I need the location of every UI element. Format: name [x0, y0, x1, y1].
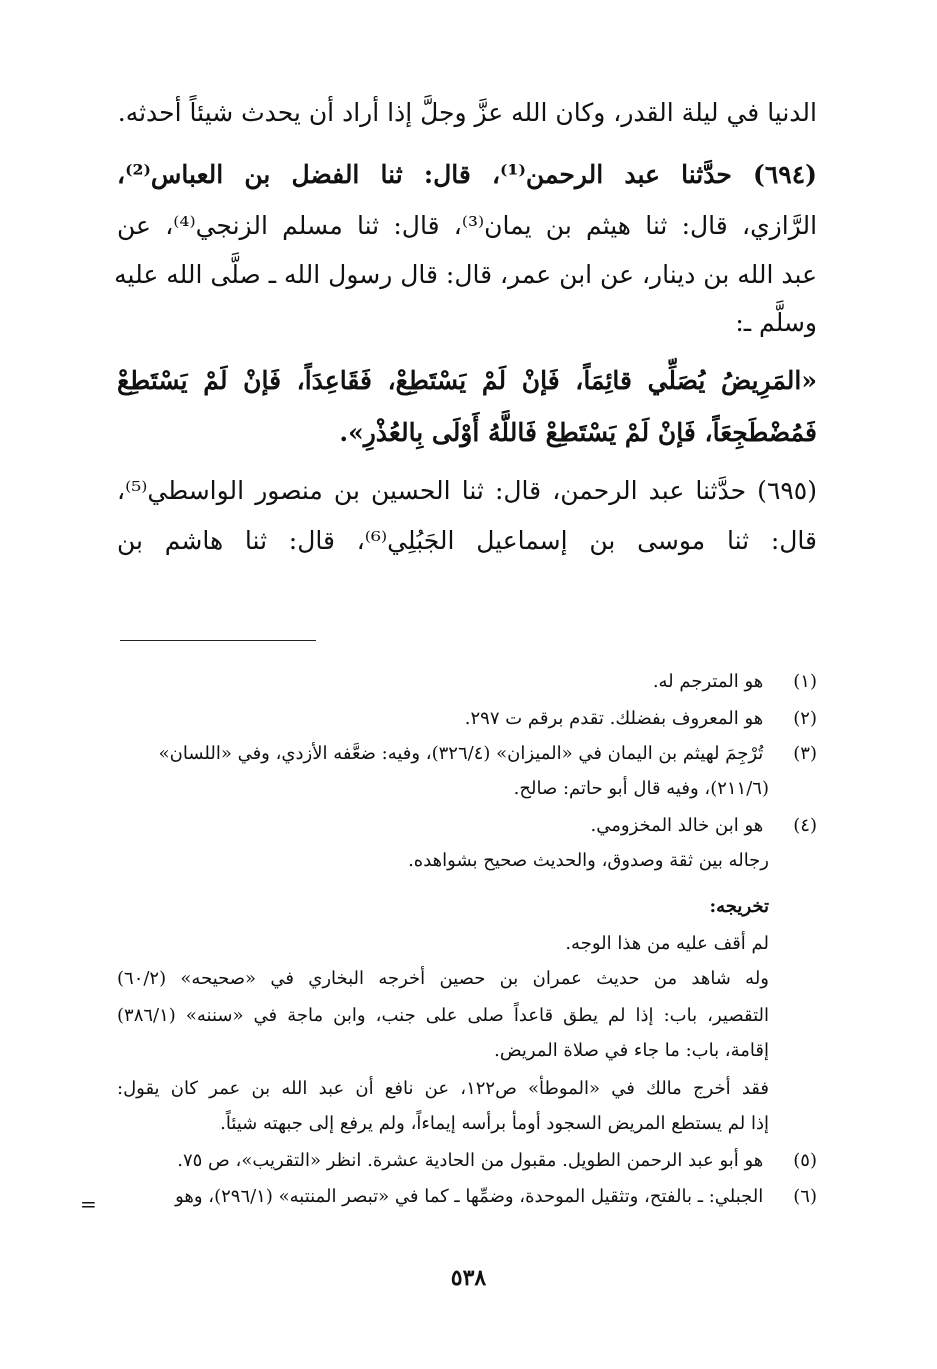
footnote-text: هو المعروف بفضلك. تقدم برقم ت ٢٩٧. [464, 708, 764, 729]
footnote-text: هو أبو عبد الرحمن الطويل. مقبول من الحادية عشرة. انظر «التقريب»، ص ٧٥. [177, 1150, 764, 1171]
footnote-text: الجبلي: ـ بالفتح، وتثقيل الموحدة، وضمِّها ـ كما في «تبصر المنتبه» (٢٩٦/١)، وهو [175, 1186, 764, 1207]
main-text-line: عبد الله بن دينار، عن ابن عمر، قال: قال رسول الله ـ صلَّى الله عليه [114, 260, 817, 289]
footnote-number: (١) [793, 671, 817, 692]
main-text-line: وسلَّم ـ: [735, 308, 817, 337]
main-text-line: قال: ثنا موسى بن إسماعيل الجَبُلِي⁽⁶⁾، قال: ثنا هاشم بن [117, 526, 817, 555]
footnote-separator [120, 640, 316, 641]
continuation-mark: = [80, 1192, 97, 1216]
footnote-3-cont: (٢١١/٦)، وفيه قال أبو حاتم: صالح. [513, 778, 769, 799]
prophetic-saying-line: «المَرِيضُ يُصَلِّي قائِمَاً، فَإنْ لَمْ يَسْتَطِعْ، فَقَاعِدَاً، فَإنْ لَمْ يَسْتَطِعْ [117, 366, 817, 395]
page-number: ٥٣٨ [450, 1265, 487, 1291]
takhrij-line: وله شاهد من حديث عمران بن حصين أخرجه البخاري في «صحيحه» (٦٠/٢) [117, 968, 769, 989]
takhrij-line: إقامة، باب: ما جاء في صلاة المريض. [494, 1040, 769, 1061]
takhrij-heading: تخريجه: [709, 896, 769, 917]
footnote-3 [117, 745, 817, 763]
takhrij-line: التقصير، باب: إذا لم يطق قاعداً صلى على جنب، وابن ماجة في «سننه» (٣٨٦/١) [117, 1005, 769, 1026]
takhrij-line: إذا لم يستطع المريض السجود أومأ برأسه إيماءاً، ولم يرفع إلى جبهته شيئاً. [220, 1113, 769, 1134]
footnote-2 [117, 710, 817, 728]
prophetic-saying-line: فَمُضْطَجِعَاً، فَإنْ لَمْ يَسْتَطِعْ فَاللَّهُ أَوْلَى بِالعُذْرِ». [339, 418, 817, 447]
footnote-5 [117, 1152, 817, 1170]
hadith-694-line: (٦٩٤) حدَّثنا عبد الرحمن⁽¹⁾، قال: ثنا الفضل بن العباس⁽²⁾، [117, 160, 817, 189]
footnote-number: (٤) [793, 815, 817, 836]
footnote-1 [117, 673, 817, 691]
footnote-4-cont: رجاله بين ثقة وصدوق، والحديث صحيح بشواهده. [408, 850, 769, 871]
main-text-line: الرَّازي، قال: ثنا هيثم بن يمان⁽³⁾، قال: ثنا مسلم الزنجي⁽⁴⁾، عن [117, 211, 818, 240]
takhrij-line: لم أقف عليه من هذا الوجه. [565, 933, 769, 954]
takhrij-line: فقد أخرج مالك في «الموطأ» ص١٢٢، عن نافع أن عبد الله بن عمر كان يقول: [117, 1078, 769, 1099]
footnote-number: (٥) [793, 1150, 817, 1171]
footnote-text: تُرْجِمَ لهيثم بن اليمان في «الميزان» (٣٢٦/٤)، وفيه: ضعَّفه الأزدي، وفي «اللسان» [158, 743, 764, 764]
footnote-number: (٢) [793, 708, 817, 729]
hadith-695-line: (٦٩٥) حدَّثنا عبد الرحمن، قال: ثنا الحسين بن منصور الواسطي⁽⁵⁾، [117, 476, 817, 505]
footnote-number: (٦) [793, 1186, 817, 1207]
footnote-number: (٣) [793, 743, 817, 764]
footnote-4 [117, 817, 817, 835]
footnote-text: هو ابن خالد المخزومي. [590, 815, 764, 836]
footnote-text: هو المترجم له. [652, 671, 764, 692]
main-text-line: الدنيا في ليلة القدر، وكان الله عزَّ وجلَّ إذا أراد أن يحدث شيئاً أحدثه. [117, 98, 817, 127]
footnote-6 [117, 1188, 817, 1206]
